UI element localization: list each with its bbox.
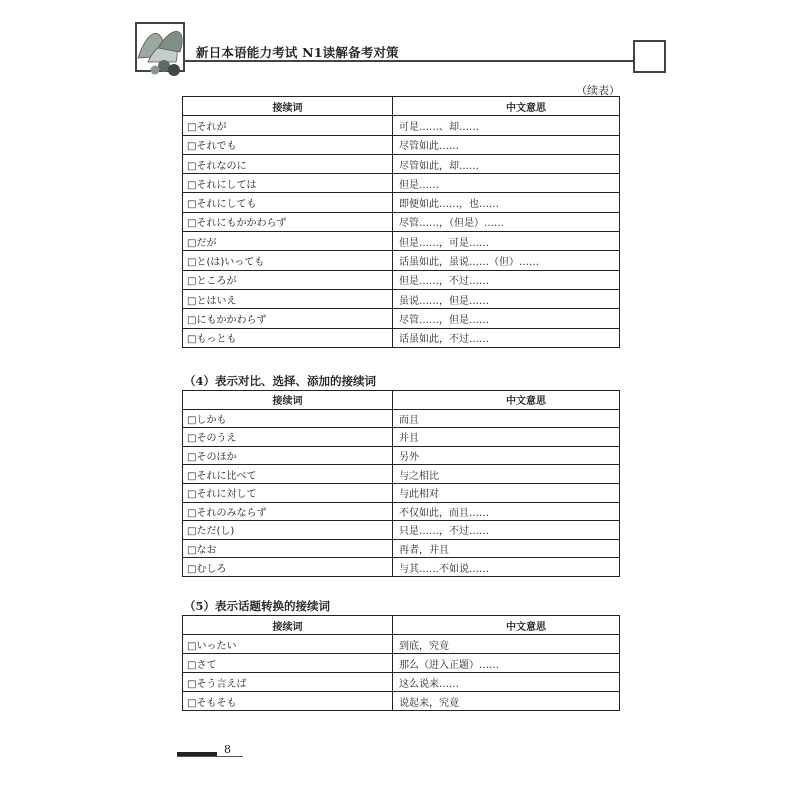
conjunction-cell: □そのほか — [183, 446, 393, 465]
table-row — [183, 692, 620, 711]
meaning-cell: 话虽如此，不过…… — [393, 328, 620, 347]
page-number-rule — [177, 756, 243, 757]
meaning-cell: 虽说……，但是…… — [393, 289, 620, 308]
conjunction-cell: □しかも — [183, 409, 393, 428]
table-row — [183, 635, 620, 654]
meaning-cell: 尽管如此…… — [393, 135, 620, 154]
conjunction-cell: □むしろ — [183, 558, 393, 577]
meaning-cell: 而且 — [393, 409, 620, 428]
header-meaning: 中文意思 — [393, 616, 620, 635]
table-row — [183, 232, 620, 251]
table-row — [183, 289, 620, 308]
meaning-cell: 尽管……，（但是）…… — [393, 212, 620, 231]
conjunction-cell: □とはいえ — [183, 289, 393, 308]
header-meaning: 中文意思 — [393, 97, 620, 116]
table-row — [183, 309, 620, 328]
meaning-cell: 即便如此……，也…… — [393, 193, 620, 212]
table-row — [183, 270, 620, 289]
meaning-cell: 可是……、却…… — [393, 116, 620, 135]
table-header-row — [183, 391, 620, 410]
table-header-row — [183, 616, 620, 635]
meaning-cell: 那么（进入正题）…… — [393, 654, 620, 673]
meaning-cell: 并且 — [393, 428, 620, 447]
table-row — [183, 328, 620, 347]
conjunction-cell: □そのうえ — [183, 428, 393, 447]
meaning-cell: 说起来，究竟 — [393, 692, 620, 711]
table-row — [183, 212, 620, 231]
conjunction-cell: □そもそも — [183, 692, 393, 711]
table-row — [183, 428, 620, 447]
conjunction-cell: □そう言えば — [183, 673, 393, 692]
header-conjunction: 接续词 — [183, 391, 393, 410]
meaning-cell: 但是…… — [393, 174, 620, 193]
table-row — [183, 193, 620, 212]
meaning-cell: 话虽如此，虽说……（但）…… — [393, 251, 620, 270]
meaning-cell: 尽管……，但是…… — [393, 309, 620, 328]
conjunction-table-1 — [182, 96, 620, 348]
meaning-cell: 这么说来…… — [393, 673, 620, 692]
header-frame-right — [633, 40, 666, 73]
conjunction-cell: □それなのに — [183, 154, 393, 173]
conjunction-cell: □なお — [183, 539, 393, 558]
meaning-cell: 不仅如此，而且…… — [393, 502, 620, 521]
conjunction-table-3 — [182, 615, 620, 711]
meaning-cell: 到底，究竟 — [393, 635, 620, 654]
table-row — [183, 483, 620, 502]
meaning-cell: 与此相对 — [393, 483, 620, 502]
table-row — [183, 558, 620, 577]
section-5-heading: （5）表示话题转换的接续词 — [184, 599, 331, 613]
conjunction-cell: □もっとも — [183, 328, 393, 347]
conjunction-cell: □いったい — [183, 635, 393, 654]
table-row — [183, 465, 620, 484]
conjunction-cell: □だが — [183, 232, 393, 251]
section-4-heading: （4）表示对比、选择、添加的接续词 — [184, 374, 376, 388]
table-header-row — [183, 97, 620, 116]
table-row — [183, 446, 620, 465]
header-meaning: 中文意思 — [393, 391, 620, 410]
table-row — [183, 539, 620, 558]
conjunction-cell: □それにしても — [183, 193, 393, 212]
table-row — [183, 673, 620, 692]
conjunction-cell: □さて — [183, 654, 393, 673]
table-row — [183, 502, 620, 521]
table-row — [183, 116, 620, 135]
continued-label: （续表） — [576, 84, 620, 97]
meaning-cell: 与之相比 — [393, 465, 620, 484]
conjunction-cell: □それにしては — [183, 174, 393, 193]
table-row — [183, 654, 620, 673]
meaning-cell: 与其……不如说…… — [393, 558, 620, 577]
conjunction-cell: □にもかかわらず — [183, 309, 393, 328]
conjunction-cell: □それのみならず — [183, 502, 393, 521]
conjunction-cell: □ところが — [183, 270, 393, 289]
table-row — [183, 154, 620, 173]
header-conjunction: 接续词 — [183, 616, 393, 635]
table-row — [183, 251, 620, 270]
table-row — [183, 174, 620, 193]
table-row — [183, 521, 620, 540]
conjunction-cell: □それに比べて — [183, 465, 393, 484]
header-conjunction: 接续词 — [183, 97, 393, 116]
table-row — [183, 135, 620, 154]
meaning-cell: 另外 — [393, 446, 620, 465]
conjunction-cell: □それが — [183, 116, 393, 135]
meaning-cell: 但是……，不过…… — [393, 270, 620, 289]
conjunction-cell: □と(は)いっても — [183, 251, 393, 270]
conjunction-cell: □それにもかかわらず — [183, 212, 393, 231]
conjunction-cell: □ただ(し) — [183, 521, 393, 540]
header-title: 新日本语能力考试 N1读解备考对策 — [196, 45, 399, 60]
conjunction-table-2 — [182, 390, 620, 577]
conjunction-cell: □それに対して — [183, 483, 393, 502]
conjunction-cell: □それでも — [183, 135, 393, 154]
table-row — [183, 409, 620, 428]
meaning-cell: 尽管如此，却…… — [393, 154, 620, 173]
meaning-cell: 再者，并且 — [393, 539, 620, 558]
meaning-cell: 只是……，不过…… — [393, 521, 620, 540]
meaning-cell: 但是……，可是…… — [393, 232, 620, 251]
page-number: 8 — [224, 743, 231, 756]
